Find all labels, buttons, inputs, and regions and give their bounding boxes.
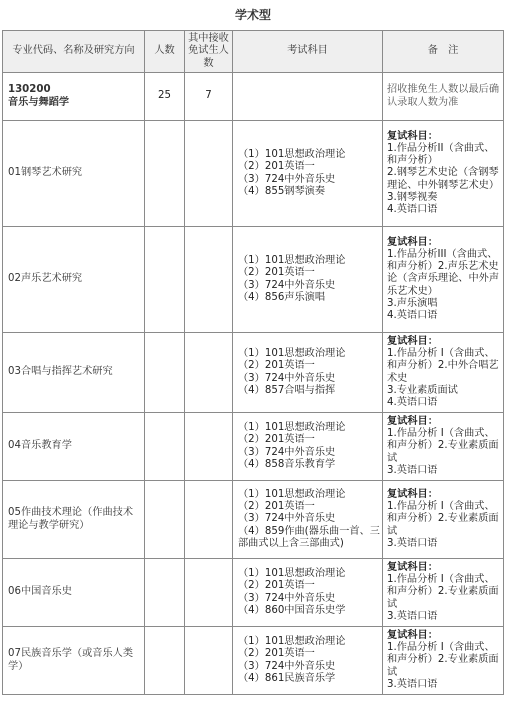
retest-item: 3.英语口语 — [387, 464, 438, 476]
retest-heading: 复试科目： — [387, 130, 438, 142]
exam-subject: （3）724中外音乐史 — [238, 173, 336, 185]
retest-item: 3.英语口语 — [387, 610, 438, 622]
exam-subject: （1）101思想政治理论 — [238, 636, 346, 648]
exam-subjects — [233, 333, 383, 413]
note-cell — [383, 627, 504, 695]
retest-item: 2.钢琴艺术史论（含钢琴理论、中外钢琴艺术史） — [387, 167, 500, 191]
research-direction: 07民族音乐学（或音乐人类学） — [3, 627, 145, 695]
count-cell — [145, 121, 185, 227]
exam-subject: （3）724中外音乐史 — [238, 446, 336, 458]
exam-subjects — [233, 413, 383, 481]
exempt-cell — [185, 559, 233, 627]
retest-item: 3.声乐演唱 — [387, 297, 438, 309]
retest-item: 4.英语口语 — [387, 396, 438, 408]
table-row — [3, 227, 504, 333]
table-row — [3, 481, 504, 559]
table-row — [3, 559, 504, 627]
note-cell — [383, 413, 504, 481]
exam-subjects — [233, 481, 383, 559]
exam-subject: （4）855钢琴演奏 — [238, 185, 326, 197]
retest-item: 1.作品分析 I（含曲式、和声分析）2.专业素质面试 — [387, 501, 499, 537]
exempt-cell — [185, 121, 233, 227]
table-row — [3, 627, 504, 695]
exam-subject: （4）857合唱与指挥 — [238, 384, 336, 396]
summary-note: 招收推免生人数以最后确认录取人数为准 — [383, 73, 504, 121]
table-row — [3, 413, 504, 481]
exam-subject: （2）201英语一 — [238, 161, 315, 173]
retest-item: 1.作品分析 I（含曲式、和声分析）2.专业素质面试 — [387, 574, 499, 610]
exam-subject: （4）856声乐演唱 — [238, 291, 326, 303]
note-cell — [383, 227, 504, 333]
table-row — [3, 121, 504, 227]
retest-heading: 复试科目： — [387, 415, 438, 427]
exam-subject: （2）201英语一 — [238, 360, 315, 372]
note-cell — [383, 481, 504, 559]
retest-item: 3.钢琴视奏 — [387, 191, 438, 203]
exam-subjects — [233, 627, 383, 695]
exam-subject: （3）724中外音乐史 — [238, 279, 336, 291]
exam-subject: （1）101思想政治理论 — [238, 149, 346, 161]
exempt-cell — [185, 627, 233, 695]
retest-heading: 复试科目： — [387, 629, 438, 641]
exam-subject: （3）724中外音乐史 — [238, 513, 336, 525]
count-cell — [145, 481, 185, 559]
major-name: 音乐与舞蹈学 — [8, 96, 70, 108]
retest-item: 1.作品分析 I（含曲式、和声分析）2.专业素质面试 — [387, 428, 499, 464]
summary-row — [3, 73, 504, 121]
header-exam: 考试科目 — [233, 31, 383, 73]
exam-subject: （1）101思想政治理论 — [238, 488, 346, 500]
exam-subject: （4）861民族音乐学 — [238, 672, 336, 684]
summary-exam — [233, 73, 383, 121]
header-exempt: 其中接收免试生人数 — [185, 31, 233, 73]
summary-major-cell — [3, 73, 145, 121]
exam-subject: （3）724中外音乐史 — [238, 592, 336, 604]
exam-subject: （1）101思想政治理论 — [238, 568, 346, 580]
exam-subject: （2）201英语一 — [238, 648, 315, 660]
retest-heading: 复试科目： — [387, 561, 438, 573]
exam-subject: （1）101思想政治理论 — [238, 422, 346, 434]
retest-item: 1.作品分析 I（含曲式、和声分析）2.专业素质面试 — [387, 642, 499, 678]
table-row — [3, 333, 504, 413]
page-title: 学术型 — [234, 8, 271, 22]
count-cell — [145, 559, 185, 627]
exam-subjects — [233, 559, 383, 627]
exam-subject: （1）101思想政治理论 — [238, 255, 346, 267]
exam-subject: （2）201英语一 — [238, 434, 315, 446]
retest-item: 1.作品分析II（含曲式、和声分析） — [387, 142, 495, 167]
exam-subject: （4）859作曲(器乐曲一首、三部曲式以上含三部曲式) — [238, 525, 380, 549]
header-note: 备 注 — [383, 31, 504, 73]
research-direction: 02声乐艺术研究 — [3, 227, 145, 333]
admission-table — [2, 30, 504, 695]
note-cell — [383, 333, 504, 413]
major-code: 130200 — [8, 84, 51, 96]
research-direction: 06中国音乐史 — [3, 559, 145, 627]
exempt-cell — [185, 333, 233, 413]
research-direction: 03合唱与指挥艺术研究 — [3, 333, 145, 413]
count-cell — [145, 227, 185, 333]
exam-subjects — [233, 121, 383, 227]
summary-exempt: 7 — [185, 73, 233, 121]
retest-item: 4.英语口语 — [387, 310, 438, 321]
retest-item: 3.英语口语 — [387, 537, 438, 549]
exempt-cell — [185, 227, 233, 333]
exam-subject: （2）201英语一 — [238, 580, 315, 592]
count-cell — [145, 627, 185, 695]
retest-heading: 复试科目： — [387, 335, 438, 347]
count-cell — [145, 333, 185, 413]
retest-heading: 复试科目： — [387, 488, 438, 500]
header-count: 人数 — [145, 31, 185, 73]
note-cell — [383, 559, 504, 627]
header-major: 专业代码、名称及研究方向 — [3, 31, 145, 73]
retest-item: 1.作品分析 I（含曲式、和声分析）2.中外合唱艺术史 — [387, 348, 499, 384]
exempt-cell — [185, 481, 233, 559]
retest-item: 1.作品分析III（含曲式、和声分析）2.声乐艺术史论（含声乐理论、中外声乐艺术史） — [387, 248, 500, 297]
retest-heading: 复试科目： — [387, 236, 438, 248]
count-cell — [145, 413, 185, 481]
research-direction: 05作曲技术理论（作曲技术理论与教学研究） — [3, 481, 145, 559]
exam-subject: （2）201英语一 — [238, 267, 315, 279]
header-row — [3, 31, 504, 73]
exam-subject: （4）858音乐教育学 — [238, 458, 336, 470]
exam-subject: （4）860中国音乐史学 — [238, 604, 346, 616]
exempt-cell — [185, 413, 233, 481]
research-direction: 01钢琴艺术研究 — [3, 121, 145, 227]
retest-item: 3.英语口语 — [387, 678, 438, 690]
exam-subject: （3）724中外音乐史 — [238, 660, 336, 672]
retest-item: 3.专业素质面试 — [387, 384, 458, 396]
research-direction: 04音乐教育学 — [3, 413, 145, 481]
exam-subject: （2）201英语一 — [238, 501, 315, 513]
exam-subject: （3）724中外音乐史 — [238, 372, 336, 384]
exam-subjects — [233, 227, 383, 333]
retest-item: 4.英语口语 — [387, 204, 438, 215]
note-cell — [383, 121, 504, 227]
summary-count: 25 — [145, 73, 185, 121]
exam-subject: （1）101思想政治理论 — [238, 348, 346, 360]
